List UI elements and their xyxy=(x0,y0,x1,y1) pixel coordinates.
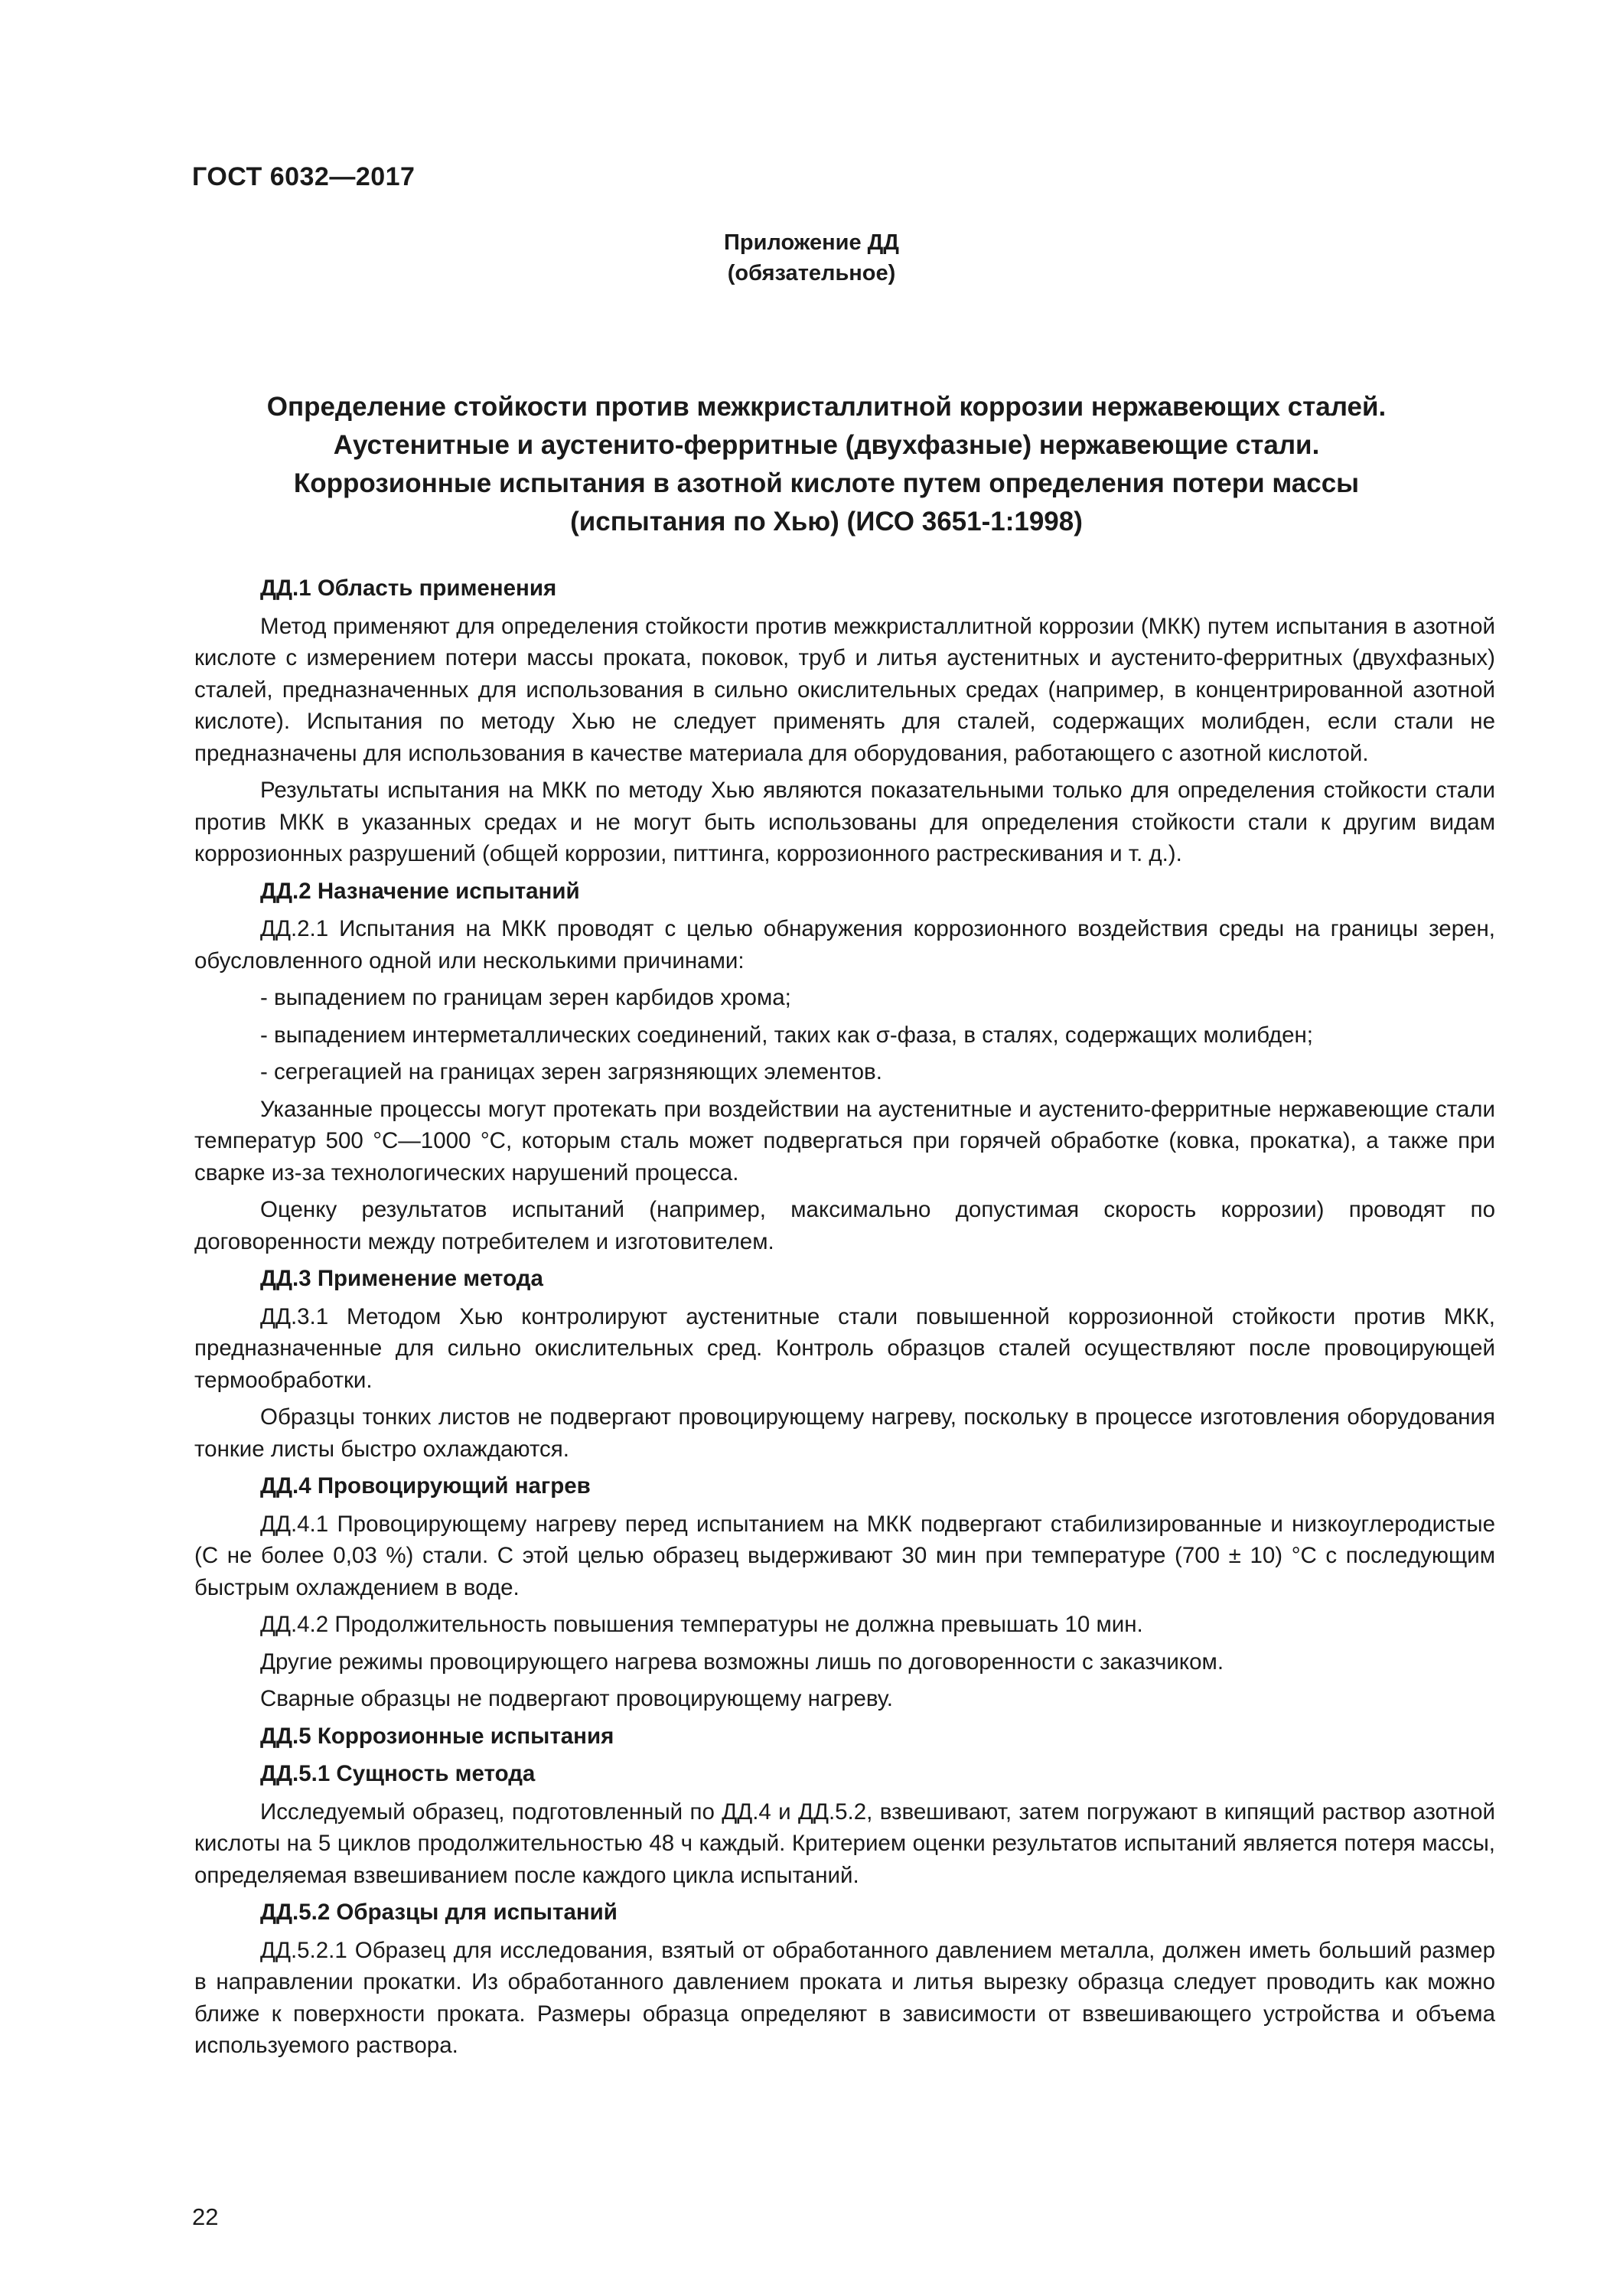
subsection-heading-5-1: ДД.5.1 Сущность метода xyxy=(260,1761,536,1786)
section-heading-3: ДД.3 Применение метода xyxy=(260,1266,543,1291)
section-heading-1: ДД.1 Область применения xyxy=(260,576,557,601)
section-5-2-paragraph: ДД.5.2.1 Образец для исследования, взятый от обработанного давлением металла, должен иметь больший размер в направлении прокатки. Из обработанного давлением проката и литья вырезку образца следует проводить как можно ближе к поверхности проката. Размеры образца определяют в зависимости от взвешивающего устройства и объема используемого раствора. xyxy=(194,1937,1495,2058)
section-2-paragraph: Указанные процессы могут протекать при воздействии на аустенитные и аустенито-ферритные нержавеющие стали температур 500 °С—1000 °С, которым сталь может подвергаться при горячей обработке (ковка, прокатка), а также при сварке из-за технологических нарушений процесса. xyxy=(194,1096,1495,1186)
section-1-paragraph: Метод применяют для определения стойкости против межкристаллитной коррозии (МКК) путем испытания в азотной кислоте с измерением потери массы проката, поковок, труб и литья аустенитных и аустенито-ферритных (двухфазных) сталей, предназначенных для использования в сильно окислительных средах (например, в концентрированной азотной кислоте). Испытания по методу Хью не следует применять для сталей, содержащих молибден, если стали не предназначены для использования в качестве материала для оборудования, работающего с азотной кислотой. xyxy=(194,613,1495,766)
section-4-paragraph: ДД.4.2 Продолжительность повышения температуры не должна превышать 10 мин. xyxy=(260,1612,1143,1637)
section-heading-5: ДД.5 Коррозионные испытания xyxy=(260,1723,614,1749)
subsection-heading-5-2: ДД.5.2 Образцы для испытаний xyxy=(260,1900,618,1925)
list-item: - сегрегацией на границах зерен загрязняющих элементов. xyxy=(260,1059,882,1084)
section-2-paragraph: ДД.2.1 Испытания на МКК проводят с целью обнаружения коррозионного воздействия среды на границы зерен, обусловленного одной или несколькими причинами: xyxy=(194,916,1495,974)
annex-title xyxy=(230,388,1423,541)
section-1-paragraph: Результаты испытания на МКК по методу Хью являются показательными только для определения стойкости стали против МКК в указанных средах и не могут быть использованы для определения стойкости стали к другим видам коррозионных разрушений (общей коррозии, питтинга, коррозионного растрескивания и т. д.). xyxy=(194,778,1495,866)
annex-kind: (обязательное) xyxy=(727,261,896,285)
list-item: - выпадением интерметаллических соединений, таких как σ-фаза, в сталях, содержащих молибден; xyxy=(260,1022,1313,1048)
document-standard-number: ГОСТ 6032—2017 xyxy=(192,162,416,191)
section-4-paragraph: Другие режимы провоцирующего нагрева возможны лишь по договоренности с заказчиком. xyxy=(260,1649,1224,1675)
title-line: Коррозионные испытания в азотной кислоте путем определения потери массы xyxy=(293,468,1360,498)
section-3-paragraph: ДД.3.1 Методом Хью контролируют аустенитные стали повышенной коррозионной стойкости против МКК, предназначенные для сильно окислительных сред. Контроль образцов сталей осуществляют после провоцирующей термообработки. xyxy=(194,1303,1495,1393)
section-3-paragraph: Образцы тонких листов не подвергают провоцирующему нагреву, поскольку в процессе изготовления оборудования тонкие листы быстро охлаждаются. xyxy=(194,1404,1495,1462)
document-body xyxy=(194,572,1495,2067)
title-line: Аустенитные и аустенито-ферритные (двухфазные) нержавеющие стали. xyxy=(333,430,1320,460)
page-number: 22 xyxy=(192,2203,219,2230)
list-item: - выпадением по границам зерен карбидов хрома; xyxy=(260,985,791,1010)
title-line: Определение стойкости против межкристаллитной коррозии нержавеющих сталей. xyxy=(266,392,1387,422)
section-2-paragraph: Оценку результатов испытаний (например, максимально допустимая скорость коррозии) проводят по договоренности между потребителем и изготовителем. xyxy=(194,1197,1495,1254)
title-line: (испытания по Хью) (ИСО 3651-1:1998) xyxy=(570,507,1083,536)
section-heading-2: ДД.2 Назначение испытаний xyxy=(260,878,580,904)
section-heading-4: ДД.4 Провоцирующий нагрев xyxy=(260,1473,591,1499)
section-5-1-paragraph: Исследуемый образец, подготовленный по ДД.4 и ДД.5.2, взвешивают, затем погружают в кипящий раствор азотной кислоты на 5 циклов продолжительностью 48 ч каждый. Критерием оценки результатов испытаний является потеря массы, определяемая взвешиванием после каждого цикла испытаний. xyxy=(194,1799,1495,1888)
section-4-paragraph: Сварные образцы не подвергают провоцирующему нагреву. xyxy=(260,1686,893,1711)
annex-label: Приложение ДД xyxy=(724,230,899,255)
section-4-paragraph: ДД.4.1 Провоцирующему нагреву перед испытанием на МКК подвергают стабилизированные и низкоуглеродистые (С не более 0,03 %) стали. С этой целью образец выдерживают 30 мин при температуре (700 ± 10) °С с последующим быстрым охлаждением в воде. xyxy=(194,1511,1495,1600)
